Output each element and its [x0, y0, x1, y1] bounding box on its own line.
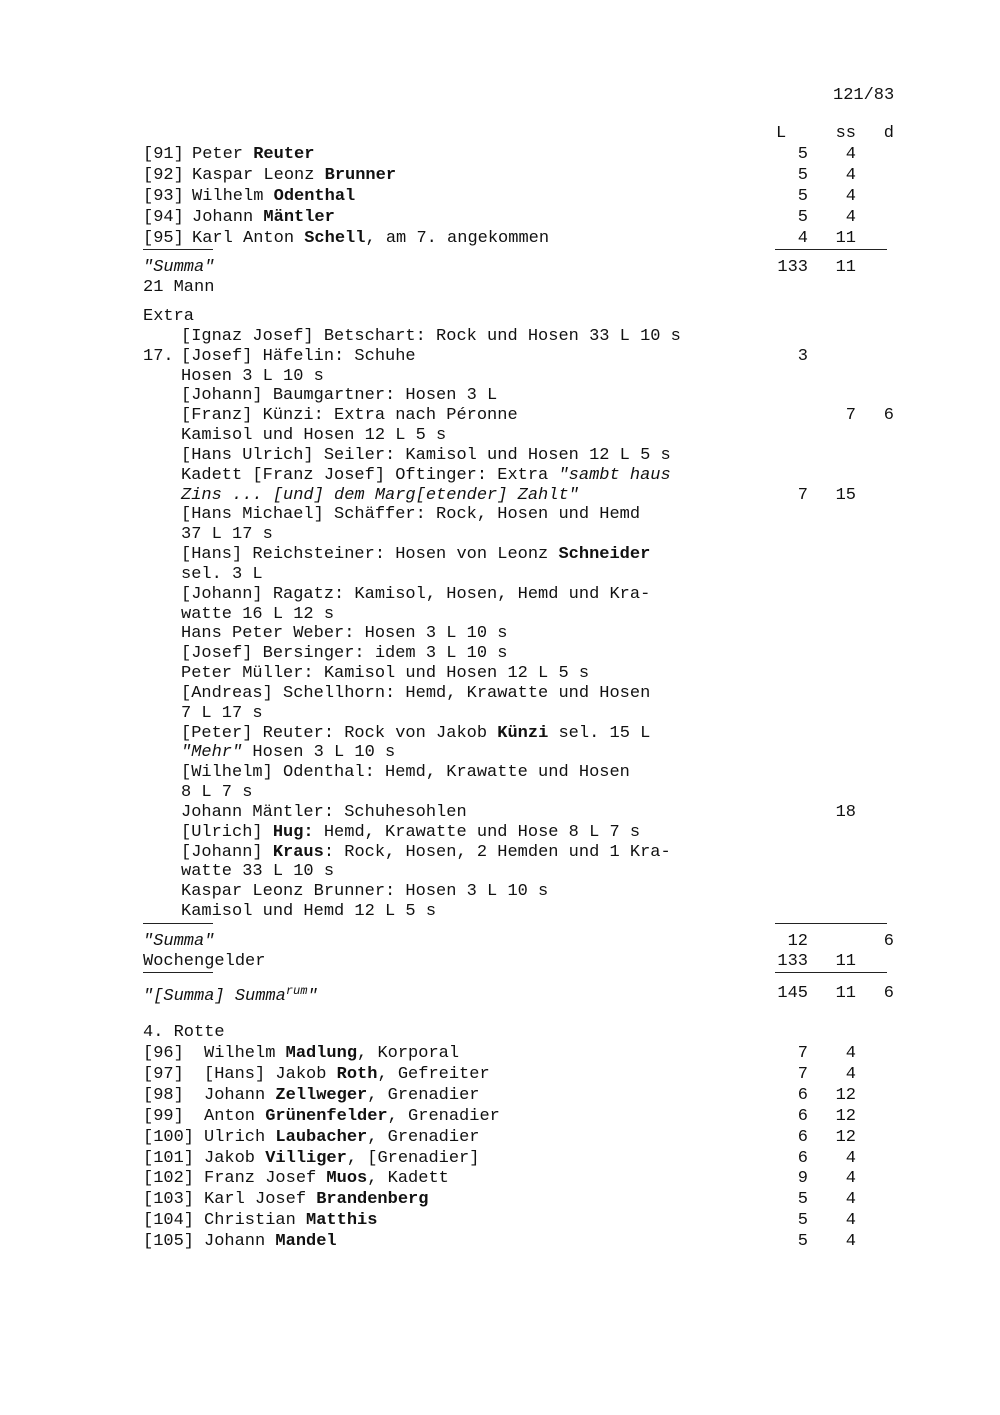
text-part: [Andreas] Schellhorn: Hemd, Krawatte und Hosen [181, 683, 651, 703]
name-text: Johann [192, 208, 264, 227]
name-bold: Künzi [497, 723, 549, 743]
page-number: 121/83 [833, 86, 895, 105]
amount-ss: 4 [845, 208, 856, 227]
extra-line [0, 545, 1000, 565]
amount-l: 7 [797, 1064, 808, 1084]
surname: Grünenfelder [265, 1106, 388, 1126]
name-bold: Schneider [558, 545, 651, 565]
text-part: [Hans Michael] Schäffer: Rock, Hosen und Hemd [181, 505, 641, 525]
text-part: sel. 3 L [181, 564, 263, 584]
extra-line [0, 862, 1000, 882]
extra-line [0, 843, 1000, 863]
extra-text [181, 347, 416, 366]
amount-l: 5 [797, 1211, 808, 1231]
entry-name [204, 1128, 479, 1147]
text-part: : Rock, Hosen, 2 Hemden und 1 Kra- [323, 842, 671, 862]
extra-text [181, 664, 589, 683]
extra-line [0, 743, 1000, 763]
entry-number: [102] [143, 1169, 195, 1189]
amount-ss: 4 [845, 1190, 856, 1210]
mann-row [0, 278, 1000, 298]
roster-row [0, 229, 1000, 249]
surname: Muos [326, 1169, 368, 1189]
extra-line [0, 664, 1000, 684]
text-part: 37 L 17 s [181, 525, 273, 545]
name-suffix: , Korporal [357, 1044, 460, 1063]
extra-text [181, 803, 467, 822]
amount-l: 5 [797, 208, 808, 227]
entry-number: [98] [143, 1085, 184, 1105]
extra-line [0, 724, 1000, 744]
name-text: Ulrich [204, 1127, 276, 1147]
name-bold: Hug: [272, 822, 314, 842]
extra-line [0, 783, 1000, 803]
extra-text [181, 743, 395, 762]
text-part: [Peter] Reuter: Rock von Jakob [181, 723, 498, 743]
extra-text [181, 386, 497, 405]
entry-name [204, 1211, 377, 1230]
amount-l: 9 [797, 1169, 808, 1189]
extra-text [181, 644, 507, 663]
amount-ss: 15 [835, 485, 856, 505]
extra-text [181, 724, 650, 743]
wochengelder-label: Wochengelder [143, 952, 266, 971]
entry-name [192, 187, 355, 206]
amount-l: 7 [797, 1044, 808, 1063]
surname: Matthis [306, 1211, 378, 1231]
text-part: watte 16 L 12 s [181, 604, 335, 624]
extra-text [181, 486, 579, 505]
divider [775, 249, 887, 250]
extra-text [181, 783, 252, 802]
extra-line [0, 565, 1000, 585]
text-part: [Hans Ulrich] Seiler: Kamisol und Hosen 12 L 5 s [181, 445, 671, 465]
column-headers [0, 124, 1000, 144]
extra-line [0, 882, 1000, 902]
col-header-d: d [883, 124, 894, 143]
text-part: [Josef] Häfelin: Schuhe [181, 346, 416, 366]
amount-ss: 4 [845, 1064, 856, 1084]
extra-line [0, 367, 1000, 387]
amount-ss: 4 [845, 145, 856, 164]
name-suffix: , Grenadier [387, 1106, 500, 1126]
text-part: Hemd, Krawatte und Hose 8 L 7 s [313, 822, 641, 842]
divider [143, 923, 213, 924]
entry-name [192, 166, 396, 185]
entry-name [192, 229, 549, 248]
extra-text [181, 367, 324, 386]
amount-ss: 12 [835, 1106, 856, 1126]
roster-row [0, 1107, 1000, 1127]
roster-row [0, 1065, 1000, 1085]
quote-italic: "sambt haus [558, 465, 671, 485]
name-suffix: , Grenadier [367, 1127, 480, 1147]
entry-number: [103] [143, 1190, 195, 1210]
text-part: [Ulrich] [181, 822, 273, 842]
entry-number: [100] [143, 1127, 195, 1147]
extra-text [181, 525, 273, 544]
roster-row [0, 166, 1000, 186]
name-text: Johann [204, 1232, 276, 1252]
wochengelder-row [0, 952, 1000, 972]
text-part: Kadett [Franz Josef] Oftinger: Extra [181, 465, 559, 485]
extra-text [181, 327, 681, 346]
surname: Madlung [285, 1044, 358, 1063]
roster-row [0, 145, 1000, 165]
surname: Schell [304, 229, 366, 248]
extra-text [181, 843, 671, 862]
extra-line [0, 347, 1000, 367]
extra-text [181, 466, 671, 485]
amount-ss: 4 [845, 187, 856, 206]
entry-name [192, 145, 314, 164]
roster-row [0, 1169, 1000, 1189]
amount-ss: 12 [835, 1085, 856, 1105]
extra-text [181, 862, 334, 881]
entry-name [204, 1065, 490, 1084]
amount-ss: 4 [845, 1232, 856, 1252]
name-suffix: , Grenadier [367, 1085, 480, 1105]
extra-title: Extra [143, 307, 195, 326]
amount-l: 6 [797, 1106, 808, 1126]
extra-text [181, 406, 518, 425]
surname: Zellweger [275, 1085, 368, 1105]
extra-line [0, 486, 1000, 506]
roster-row [0, 208, 1000, 228]
entry-number: [104] [143, 1211, 195, 1231]
summa-label: "Summa" [143, 258, 215, 277]
extra-text [181, 823, 640, 842]
text-part: Hans Peter Weber: Hosen 3 L 10 s [181, 624, 508, 644]
entry-name [204, 1232, 337, 1251]
text-part: Kamisol und Hosen 12 L 5 s [181, 426, 447, 446]
text-part: 8 L 7 s [181, 783, 253, 803]
entry-number: [101] [143, 1148, 195, 1168]
amount-l: 6 [797, 1127, 808, 1147]
divider [143, 249, 213, 250]
name-suffix: , Kadett [367, 1169, 449, 1189]
extra-line [0, 446, 1000, 466]
name-text: Karl Josef [204, 1190, 317, 1210]
quote-italic: "Mehr" [181, 743, 243, 763]
summa-d: 6 [883, 932, 894, 951]
amount-ss: 11 [835, 229, 856, 248]
entry-name [204, 1169, 449, 1188]
extra-text [181, 426, 446, 445]
name-text: Peter [192, 145, 254, 164]
amount-l: 5 [797, 1190, 808, 1210]
amount-l: 5 [797, 187, 808, 206]
extra-line [0, 624, 1000, 644]
entry-name [204, 1044, 459, 1063]
extra-line [0, 406, 1000, 426]
roster-row [0, 1149, 1000, 1169]
extra-text [181, 763, 630, 782]
amount-ss: 4 [845, 1148, 856, 1168]
roster-row [0, 1086, 1000, 1106]
extra-text [181, 605, 334, 624]
summa-label: "Summa" [143, 932, 215, 951]
entry-number: [93] [143, 187, 184, 206]
extra-text [181, 902, 436, 921]
entry-number: [105] [143, 1232, 195, 1252]
amount-ss: 4 [845, 1044, 856, 1063]
name-text: Kaspar Leonz [192, 166, 325, 185]
extra-text [181, 882, 548, 901]
surname: Reuter [253, 145, 315, 164]
summa-ss: 11 [835, 258, 856, 277]
text-part: [Johann] Ragatz: Kamisol, Hosen, Hemd und Kra- [181, 584, 651, 604]
entry-number: [91] [143, 145, 184, 164]
extra-text [181, 565, 263, 584]
entry-name [204, 1190, 428, 1209]
name-suffix: , Gefreiter [377, 1064, 490, 1084]
wochengelder-ss: 11 [835, 952, 856, 971]
extra-line [0, 605, 1000, 625]
roster-row [0, 1190, 1000, 1210]
text-part: Hosen 3 L 10 s [181, 366, 324, 386]
entry-number: [99] [143, 1106, 184, 1126]
summa-l: 133 [777, 258, 808, 277]
amount-ss: 18 [835, 802, 856, 822]
text-part: [Franz] Künzi: Extra nach Péronne [181, 406, 518, 426]
text-part: Johann Mäntler: Schuhesohlen [181, 802, 467, 822]
roster-row [0, 1044, 1000, 1064]
extra-line [0, 327, 1000, 347]
entry-name [192, 208, 335, 227]
surname: Laubacher [275, 1127, 368, 1147]
text-part: sel. 15 L [548, 723, 651, 743]
extra-line [0, 902, 1000, 922]
divider [143, 972, 213, 973]
extra-text [181, 545, 650, 564]
roster-row [0, 1128, 1000, 1148]
amount-ss: 12 [835, 1127, 856, 1147]
summarum-l: 145 [777, 984, 808, 1003]
entry-number: [97] [143, 1064, 184, 1084]
name-text: [Hans] Jakob [204, 1064, 337, 1084]
amount-ss: 7 [845, 406, 856, 426]
name-bold: Kraus [272, 842, 324, 862]
surname: Mandel [275, 1232, 337, 1252]
name-suffix: , [Grenadier] [346, 1148, 480, 1168]
entry-number: [95] [143, 229, 184, 248]
summarum-row [0, 984, 1000, 1004]
entry-name [204, 1086, 479, 1105]
entry-name [204, 1149, 479, 1168]
text-part: [Ignaz Josef] Betschart: Rock und Hosen 33 L 10 s [181, 327, 681, 346]
extra-line [0, 823, 1000, 843]
amount-d: 6 [883, 406, 894, 426]
name-text: Anton [204, 1106, 266, 1126]
surname: Roth [336, 1064, 378, 1084]
text-part: 7 L 17 s [181, 703, 263, 723]
summa-l: 12 [787, 932, 808, 951]
name-text: Johann [204, 1085, 276, 1105]
amount-l: 6 [797, 1085, 808, 1105]
extra-line [0, 505, 1000, 525]
entry-number: [94] [143, 208, 184, 227]
text-part: [Hans] Reichsteiner: Hosen von Leonz [181, 545, 559, 565]
text-part: Peter Müller: Kamisol und Hosen 12 L 5 s [181, 664, 590, 684]
extra-line [0, 704, 1000, 724]
extra-line [0, 525, 1000, 545]
amount-ss: 4 [845, 166, 856, 185]
amount-l: 5 [797, 145, 808, 164]
divider [775, 923, 887, 924]
text-part: [Johann] [181, 842, 273, 862]
surname: Villiger [265, 1148, 347, 1168]
rotte-title-row [0, 1023, 1000, 1043]
name-text: Wilhelm [204, 1044, 286, 1063]
surname: Brunner [324, 166, 397, 185]
extra-line [0, 684, 1000, 704]
extra-line [0, 644, 1000, 664]
extra-line [0, 386, 1000, 406]
name-text: Christian [204, 1211, 307, 1231]
extra-text [181, 585, 650, 604]
text-part: Hosen 3 L 10 s [242, 743, 396, 763]
name-text: Jakob [204, 1148, 266, 1168]
summa-row-1 [0, 258, 1000, 278]
roster-row [0, 1232, 1000, 1252]
extra-line [0, 763, 1000, 783]
wochengelder-l: 133 [777, 952, 808, 971]
text-part: [Johann] Baumgartner: Hosen 3 L [181, 386, 498, 406]
extra-text [181, 505, 640, 524]
quote-italic: Zins ... [und] dem Marg[etender] Zahlt" [181, 485, 579, 505]
extra-text [181, 704, 263, 723]
name-text: Wilhelm [192, 187, 274, 206]
name-suffix: , am 7. angekommen [365, 229, 550, 248]
summarum-label: "[Summa] Summa$^{rum}$" [143, 984, 318, 1006]
summa-row-2 [0, 932, 1000, 952]
extra-title-row [0, 307, 1000, 327]
amount-l: 5 [797, 1232, 808, 1252]
amount-ss: 4 [845, 1169, 856, 1189]
amount-l: 3 [797, 346, 808, 366]
summarum-ss: 11 [835, 984, 856, 1003]
extra-line [0, 803, 1000, 823]
name-text: Karl Anton [192, 229, 305, 248]
entry-number: [96] [143, 1044, 184, 1063]
mann-count: 21 Mann [143, 278, 215, 297]
text-part: Kamisol und Hemd 12 L 5 s [181, 902, 437, 922]
amount-l: 6 [797, 1148, 808, 1168]
amount-l: 5 [797, 166, 808, 185]
amount-ss: 4 [845, 1211, 856, 1231]
surname: Odenthal [273, 187, 356, 206]
extra-text [181, 446, 671, 465]
amount-l: 4 [797, 229, 808, 248]
entry-number: [92] [143, 166, 184, 185]
entry-name [204, 1107, 500, 1126]
text-part: [Wilhelm] Odenthal: Hemd, Krawatte und Hosen [181, 763, 630, 783]
name-text: Franz Josef [204, 1169, 327, 1189]
amount-l: 7 [797, 485, 808, 505]
text-part: watte 33 L 10 s [181, 862, 335, 882]
divider [775, 972, 887, 973]
extra-text [181, 684, 650, 703]
date-prefix: 17. [143, 346, 174, 366]
rotte-title: 4. Rotte [143, 1023, 225, 1042]
surname: Mäntler [263, 208, 335, 227]
surname: Brandenberg [316, 1190, 429, 1210]
col-header-l: L [776, 124, 787, 143]
text-part: Kaspar Leonz Brunner: Hosen 3 L 10 s [181, 882, 549, 902]
extra-line [0, 426, 1000, 446]
roster-row [0, 1211, 1000, 1231]
extra-text [181, 624, 507, 643]
text-part: [Josef] Bersinger: idem 3 L 10 s [181, 644, 508, 664]
extra-line [0, 466, 1000, 486]
summarum-d: 6 [883, 984, 894, 1003]
col-header-ss: ss [835, 124, 856, 143]
extra-line [0, 585, 1000, 605]
roster-row [0, 187, 1000, 207]
